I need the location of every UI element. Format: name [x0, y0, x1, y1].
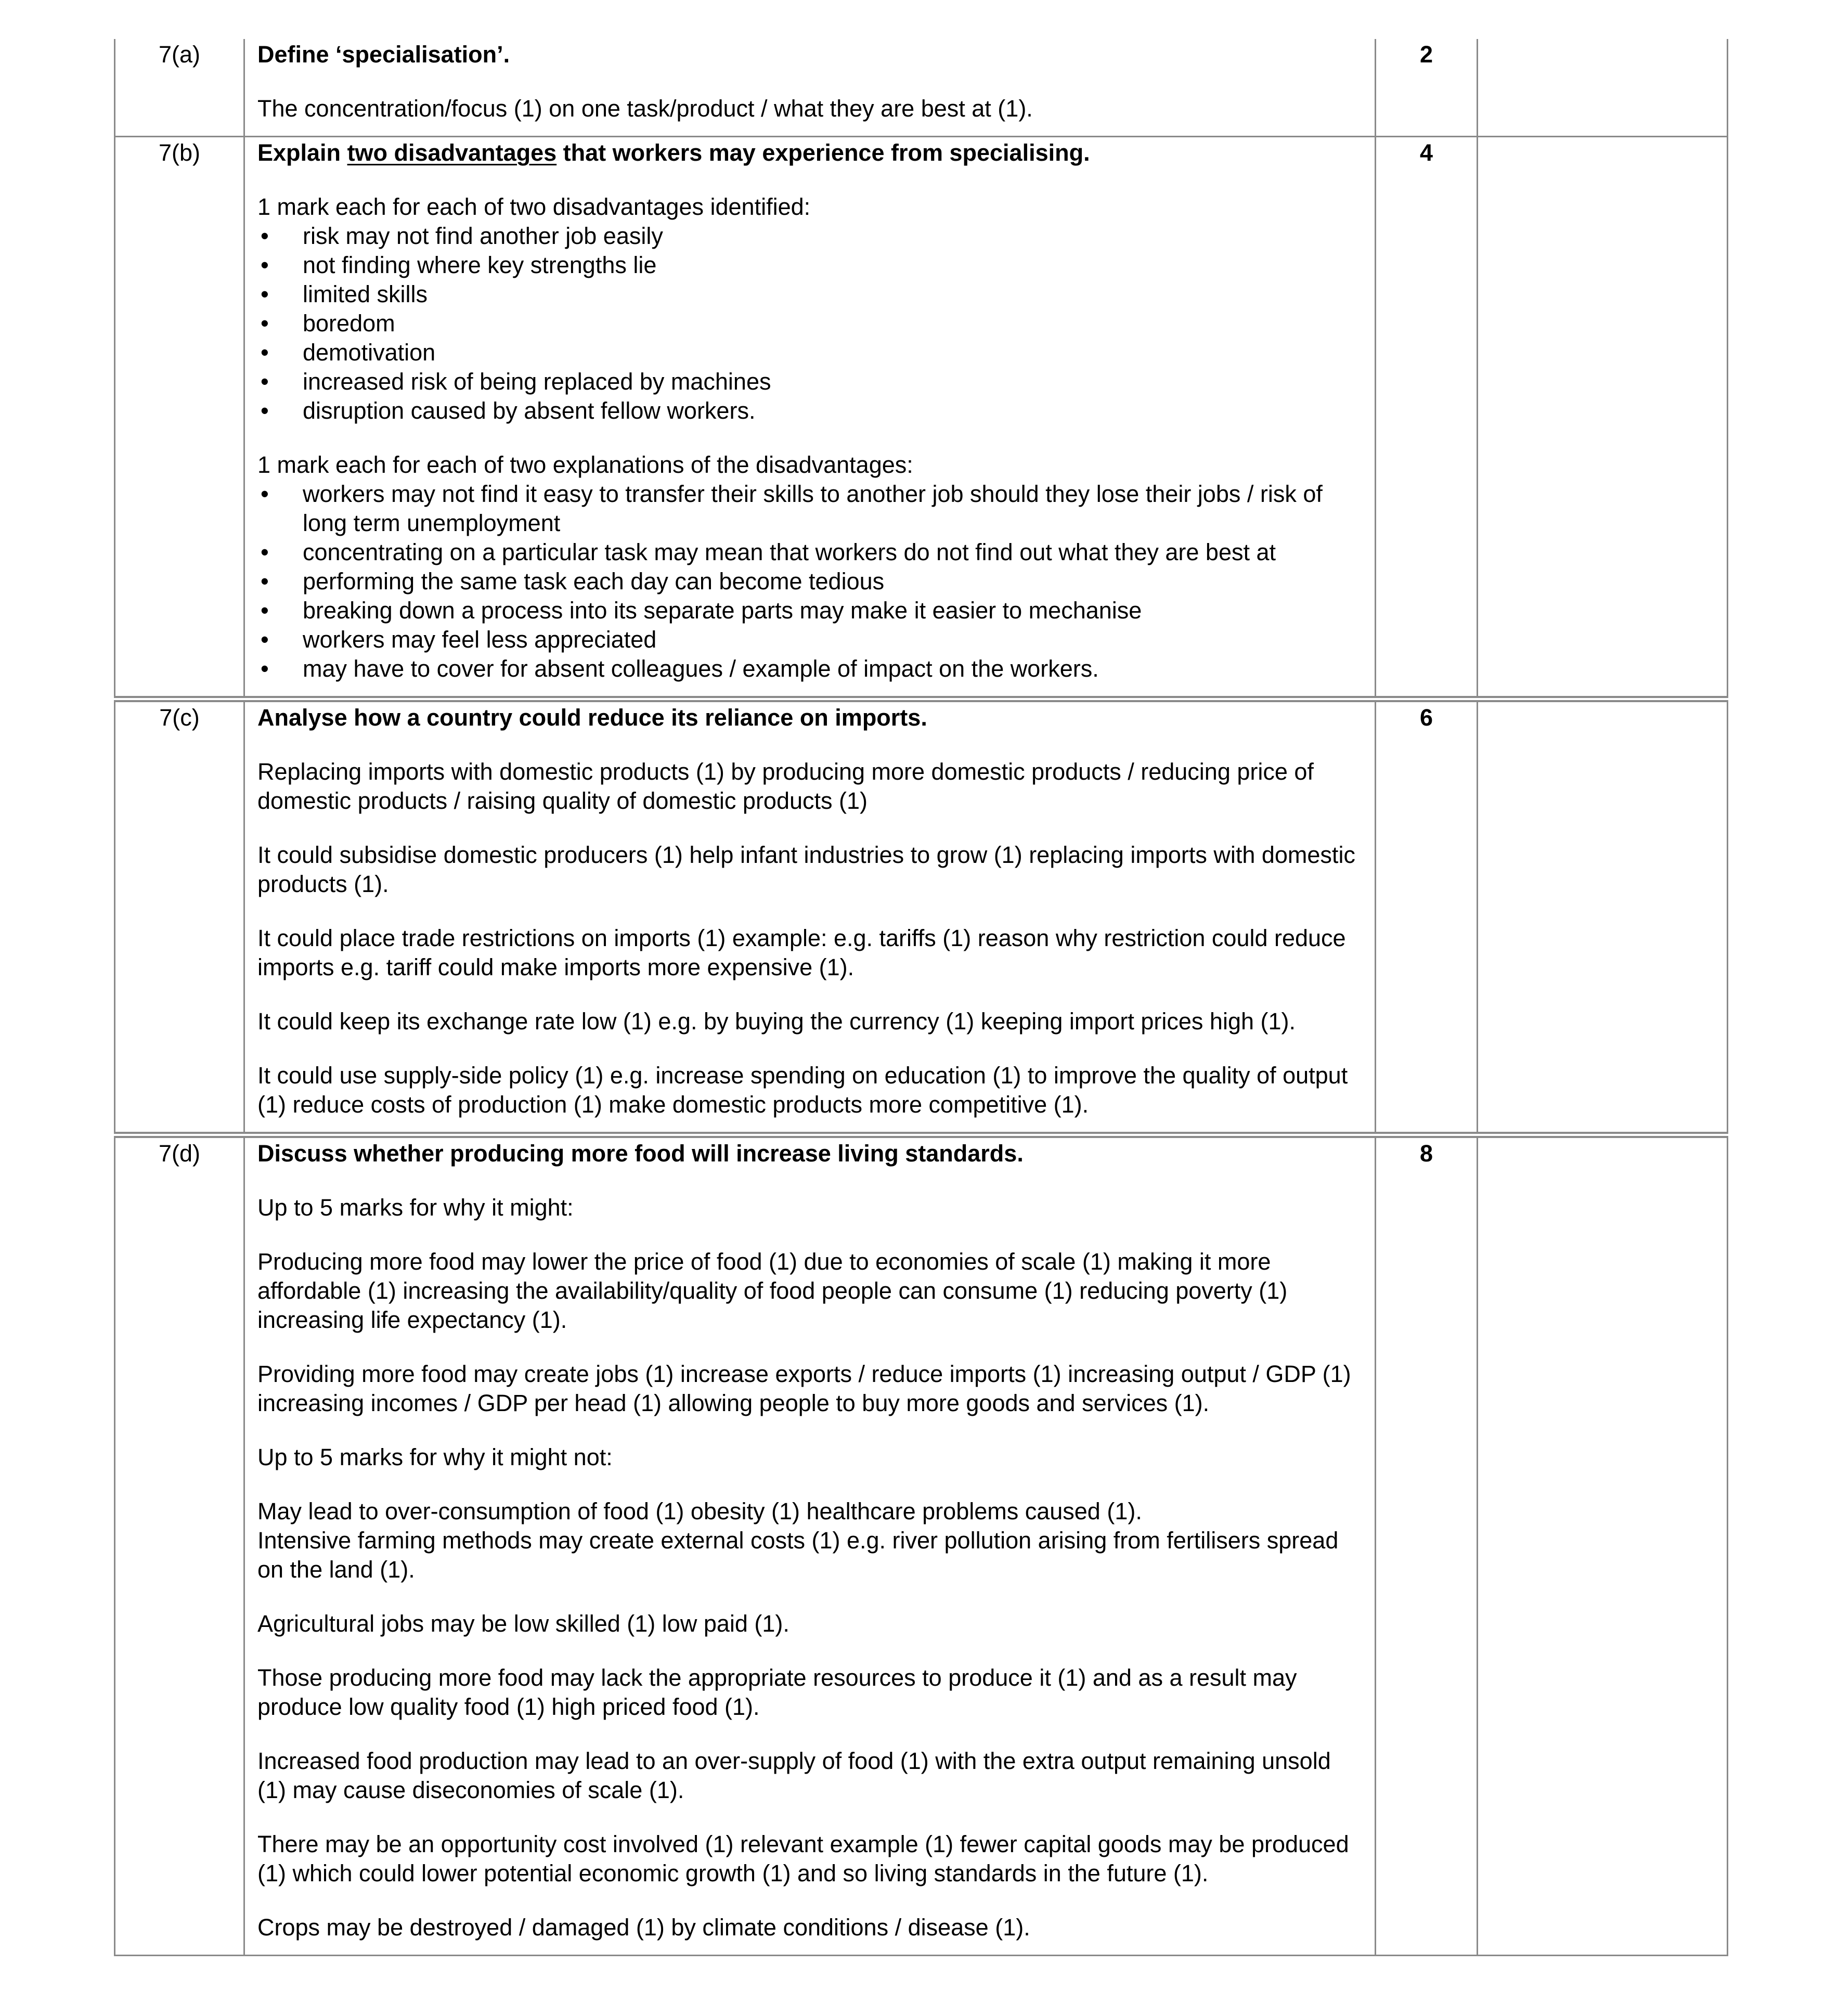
guidance-cell [1478, 1135, 1728, 1956]
answer-paragraph: There may be an opportunity cost involved (1) relevant example (1) fewer capital goods may be produced (1) which could lower potential economic growth (1) and so living standards in the future (1). [257, 1831, 1349, 1886]
answer-cell [244, 1135, 1376, 1956]
bullet-text: boredom [303, 310, 395, 337]
question-text [257, 40, 1362, 69]
bullet-icon: • [261, 481, 269, 507]
answer-paragraph: Agricultural jobs may be low skilled (1) low paid (1). [257, 1610, 789, 1637]
guidance-cell [1478, 137, 1728, 700]
bullet-item [257, 309, 1362, 338]
question-row [115, 39, 1728, 137]
answer-paragraph: Those producing more food may lack the appropriate resources to produce it (1) and as a result may produce low quality food (1) high priced food (1). [257, 1664, 1297, 1720]
bullet-item [257, 222, 1362, 251]
bullet-icon: • [261, 655, 269, 682]
marks-cell: 2 [1376, 39, 1478, 137]
answer-paragraph: Providing more food may create jobs (1) increase exports / reduce imports (1) increasing output / GDP (1) increasing incomes / GDP per head (1) allowing people to buy more goods and services (1). [257, 1361, 1351, 1416]
question-text-part: Discuss whether producing more food will increase living standards. [257, 1140, 1024, 1167]
answer-cell [244, 137, 1376, 700]
bullet-icon: • [261, 339, 269, 366]
answer-paragraph: Up to 5 marks for why it might: [257, 1194, 574, 1221]
question-text-part: Define ‘specialisation’. [257, 41, 510, 68]
question-number: 7(a) [115, 39, 244, 137]
answer-paragraph: The concentration/focus (1) on one task/product / what they are best at (1). [257, 95, 1033, 122]
marks-cell: 6 [1376, 699, 1478, 1135]
answer-paragraph: 1 mark each for each of two explanations of the disadvantages: [257, 451, 913, 478]
bullet-text: may have to cover for absent colleagues / example of impact on the workers. [303, 655, 1099, 682]
bullet-icon: • [261, 281, 269, 307]
question-row [115, 699, 1728, 1135]
bullet-text: concentrating on a particular task may mean that workers do not find out what they are best at [303, 539, 1276, 565]
mark-scheme-table [114, 39, 1728, 1956]
bullet-list [257, 480, 1362, 683]
bullet-item [257, 567, 1362, 596]
bullet-icon: • [261, 568, 269, 595]
bullet-icon: • [261, 252, 269, 278]
answer-cell [244, 699, 1376, 1135]
bullet-text: workers may not find it easy to transfer their skills to another job should they lose their jobs / risk of long term unemployment [303, 481, 1323, 536]
bullet-text: risk may not find another job easily [303, 223, 663, 249]
answer-paragraph: Up to 5 marks for why it might not: [257, 1444, 613, 1470]
bullet-icon: • [261, 626, 269, 653]
bullet-item [257, 654, 1362, 683]
bullet-icon: • [261, 397, 269, 424]
question-text [257, 1139, 1362, 1168]
answer-cell [244, 39, 1376, 137]
bullet-item [257, 625, 1362, 654]
answer-paragraph: Increased food production may lead to an over-supply of food (1) with the extra output remaining unsold (1) may cause diseconomies of scale (1). [257, 1748, 1331, 1803]
question-number: 7(c) [115, 699, 244, 1135]
bullet-icon: • [261, 539, 269, 565]
guidance-cell [1478, 39, 1728, 137]
answer-paragraph: It could place trade restrictions on imports (1) example: e.g. tariffs (1) reason why restriction could reduce imports e.g. tariff could make imports more expensive (1). [257, 925, 1346, 980]
bullet-icon: • [261, 368, 269, 395]
bullet-text: limited skills [303, 281, 428, 307]
question-number: 7(b) [115, 137, 244, 700]
bullet-list [257, 222, 1362, 425]
marks-cell: 8 [1376, 1135, 1478, 1956]
guidance-cell [1478, 699, 1728, 1135]
bullet-item [257, 480, 1362, 538]
mark-scheme-body [115, 39, 1728, 1956]
bullet-text: disruption caused by absent fellow workers. [303, 397, 756, 424]
question-text [257, 138, 1362, 167]
bullet-text: demotivation [303, 339, 436, 366]
bullet-icon: • [261, 223, 269, 249]
question-number: 7(d) [115, 1135, 244, 1956]
answer-paragraph: It could keep its exchange rate low (1) e.g. by buying the currency (1) keeping import prices high (1). [257, 1008, 1296, 1035]
answer-paragraph: It could use supply-side policy (1) e.g. increase spending on education (1) to improve the quality of output (1) reduce costs of production (1) make domestic products more competitive (1). [257, 1062, 1348, 1118]
bullet-text: increased risk of being replaced by machines [303, 368, 771, 395]
question-text-part: Analyse how a country could reduce its reliance on imports. [257, 704, 927, 731]
bullet-item [257, 396, 1362, 425]
question-row [115, 137, 1728, 700]
answer-paragraph: It could subsidise domestic producers (1) help infant industries to grow (1) replacing imports with domestic products (1). [257, 842, 1355, 897]
bullet-text: workers may feel less appreciated [303, 626, 657, 653]
question-row [115, 1135, 1728, 1956]
bullet-item [257, 367, 1362, 396]
answer-paragraph: Intensive farming methods may create external costs (1) e.g. river pollution arising from fertilisers spread on the land (1). [257, 1527, 1339, 1583]
answer-paragraph: 1 mark each for each of two disadvantages identified: [257, 193, 811, 220]
bullet-icon: • [261, 597, 269, 624]
answer-paragraph: Replacing imports with domestic products (1) by producing more domestic products / reducing price of domestic products / raising quality of domestic products (1) [257, 758, 1314, 814]
answer-paragraph: Crops may be destroyed / damaged (1) by climate conditions / disease (1). [257, 1914, 1030, 1941]
answer-paragraph: May lead to over-consumption of food (1) obesity (1) healthcare problems caused (1). [257, 1498, 1142, 1524]
question-text-emphasis: two disadvantages [347, 139, 557, 166]
bullet-item [257, 538, 1362, 567]
bullet-text: performing the same task each day can become tedious [303, 568, 885, 595]
question-text [257, 703, 1362, 732]
bullet-item [257, 596, 1362, 625]
answer-paragraph: Producing more food may lower the price of food (1) due to economies of scale (1) making it more affordable (1) increasing the availability/quality of food people can consume (1) reducing poverty (1) increasing life expectancy (1). [257, 1248, 1288, 1333]
bullet-text: not finding where key strengths lie [303, 252, 657, 278]
bullet-icon: • [261, 310, 269, 337]
bullet-item [257, 280, 1362, 309]
bullet-item [257, 338, 1362, 367]
bullet-text: breaking down a process into its separate parts may make it easier to mechanise [303, 597, 1142, 624]
bullet-item [257, 251, 1362, 280]
marks-cell: 4 [1376, 137, 1478, 700]
question-text-part: that workers may experience from specialising. [556, 139, 1090, 166]
question-text-part: Explain [257, 139, 347, 166]
